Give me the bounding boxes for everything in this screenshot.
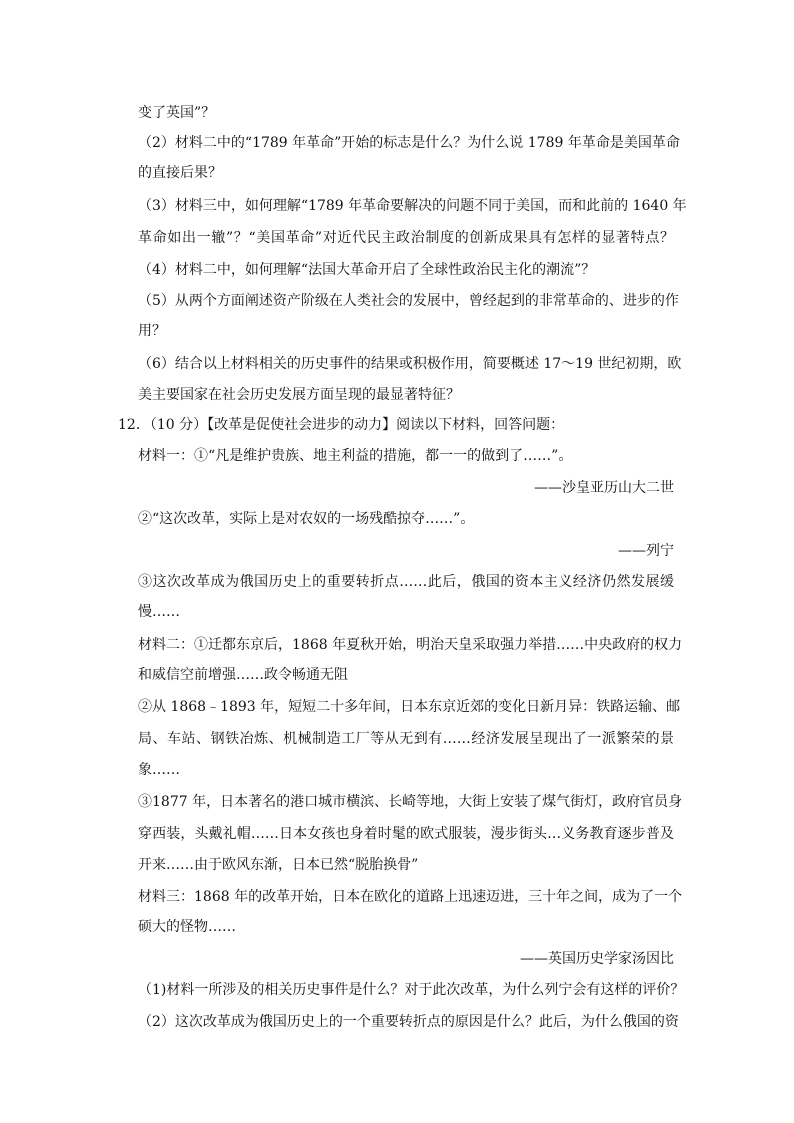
material-3-attribution: ——英国历史学家汤因比 [520,951,674,967]
question-2-line-2: 的直接后果？ [138,165,222,181]
material-2-item-1-line-1: 材料二：①迁都东京后，1868 年夏秋开始，明治天皇采取强力举措……中央政府的权力 [138,637,683,653]
material-3-line-2: 硕大的怪物…… [138,919,236,935]
question-5-line-2: 用？ [138,323,166,339]
question-4-line: （4）材料二中，如何理解“法国大革命开启了全球性政治民主化的潮流”？ [138,262,596,278]
material-1-quote-3-line-1: ③这次改革成为俄国历史上的重要转折点……此后，俄国的资本主义经济仍然发展缓 [138,574,674,590]
material-1-attribution-1: ——沙皇亚历山大二世 [534,480,674,496]
material-2-item-3-line-1: ③1877 年，日本著名的港口城市横滨、长崎等地，大街上安装了煤气街灯，政府官员身 [138,794,683,810]
text-line: 变了英国”？ [138,105,216,121]
question-3-line-1: （3）材料三中，如何理解“1789 年革命要解决的问题不同于美国，而和此前的 1640 年 [138,198,687,214]
material-1-quote-3-line-2: 慢…… [138,604,180,620]
material-2-item-2-line-1: ②从 1868﹣1893 年，短短二十多年间，日本东京近郊的变化日新月异：铁路运输、邮 [138,699,681,715]
material-3-line-1: 材料三：1868 年的改革开始，日本在欧化的道路上迅速迈进，三十年之间，成为了一个 [138,889,683,905]
sub-question-2: （2）这次改革成为俄国历史上的一个重要转折点的原因是什么？此后，为什么俄国的资 [138,1014,679,1030]
question-12-heading: 12．（10 分）【改革是促使社会进步的动力】阅读以下材料，回答问题： [118,417,565,433]
question-6-line-2: 美主要国家在社会历史发展方面呈现的最显著特征？ [138,387,460,403]
material-2-item-2-line-2: 局、车站、钢铁冶炼、机械制造工厂等从无到有……经济发展呈现出了一派繁荣的景 [138,731,674,747]
question-2-line-1: （2）材料二中的“1789 年革命”开始的标志是什么？为什么说 1789 年革命是美国革命 [138,135,680,151]
material-1-quote-1: 材料一：①“凡是维护贵族、地主利益的措施，都一一的做到了……”。 [138,448,573,464]
material-1-quote-2: ②“这次改革，实际上是对农奴的一场残酷掠夺……”。 [138,511,475,527]
question-5-line-1: （5）从两个方面阐述资产阶级在人类社会的发展中，曾经起到的非常革命的、进步的作 [138,293,679,309]
material-2-item-3-line-3: 开来……由于欧风东渐，日本已然“脱胎换骨” [138,857,419,873]
question-3-line-2: 革命如出一辙”？“美国革命”对近代民主政治制度的创新成果具有怎样的显著特点？ [138,230,674,246]
sub-question-1: （1)材料一所涉及的相关历史事件是什么？对于此次改革，为什么列宁会有这样的评价？ [138,982,685,998]
material-2-item-1-line-2: 和威信空前增强……政令畅通无阻 [138,667,348,683]
question-6-line-1: （6）结合以上材料相关的历史事件的结果或积极作用，简要概述 17～19 世纪初期，欧 [138,356,682,372]
material-2-item-3-line-2: 穿西装，头戴礼帽……日本女孩也身着时髦的欧式服装，漫步街头…义务教育逐步普及 [138,826,674,842]
material-2-item-2-line-3: 象…… [138,762,180,778]
material-1-attribution-2: ——列宁 [618,543,674,559]
